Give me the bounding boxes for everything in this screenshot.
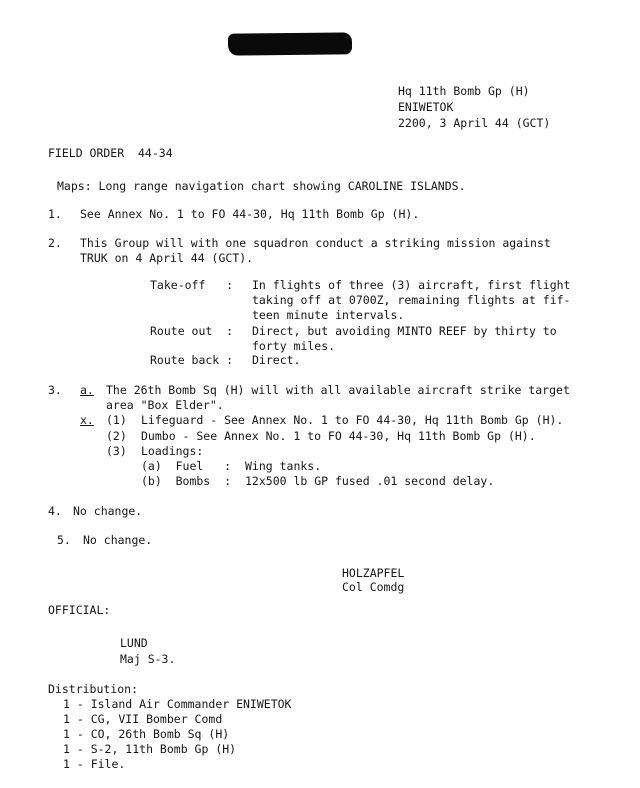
item3-number: (3) (106, 444, 127, 458)
para3-x-label: x. (80, 413, 94, 427)
para4-text: No change. (73, 504, 143, 518)
official-rank: Maj S-3. (120, 652, 176, 666)
signature-name: HOLZAPFEL (342, 566, 405, 580)
routeout-line2: forty miles. (252, 339, 336, 353)
signature-rank: Col Comdg (342, 580, 405, 594)
para3-a-line2: area "Box Elder". (106, 398, 224, 412)
para1-text: See Annex No. 1 to FO 44-30, Hq 11th Bomb Gp (H). (80, 207, 420, 221)
item2-number: (2) (106, 429, 127, 443)
official-name: LUND (120, 636, 148, 650)
official-label: OFFICIAL: (48, 603, 111, 617)
routeout-line1: Direct, but avoiding MINTO REEF by thirty to (252, 324, 557, 338)
distribution-item: 1 - CG, VII Bomber Comd (63, 712, 223, 726)
distribution-label: Distribution: (48, 682, 139, 696)
distribution-item: 1 - CO, 26th Bomb Sq (H) (63, 727, 230, 741)
item1-number: (1) (106, 413, 127, 427)
redaction-bar (228, 32, 352, 55)
routeback-label: Route back : (150, 353, 234, 367)
para2-line1: This Group will with one squadron conduct a striking mission against (80, 236, 551, 250)
item2-text: Dumbo - See Annex No. 1 to FO 44-30, Hq 11th Bomb Gp (H). (141, 429, 536, 443)
para2-number: 2. (48, 236, 62, 250)
fuel-label: (a) Fuel : (141, 459, 232, 473)
para2-line2: TRUK on 4 April 44 (GCT). (80, 251, 254, 265)
para3-number: 3. (48, 383, 62, 397)
item3-text: Loadings: (141, 444, 204, 458)
distribution-item: 1 - Island Air Commander ENIWETOK (63, 697, 292, 711)
para3-a-label: a. (80, 383, 94, 397)
header-unit: Hq 11th Bomb Gp (H) (398, 84, 530, 98)
distribution-item: 1 - File. (63, 757, 126, 771)
para5-text: No change. (83, 533, 153, 547)
takeoff-line1: In flights of three (3) aircraft, first flight (252, 278, 571, 292)
item1-text: Lifeguard - See Annex No. 1 to FO 44-30, Hq 11th Bomb Gp (H). (141, 413, 564, 427)
para1-number: 1. (48, 207, 62, 221)
para5-number: 5. (57, 533, 71, 547)
header-datetime: 2200, 3 April 44 (GCT) (398, 116, 551, 130)
routeback-text: Direct. (252, 353, 301, 367)
header-location: ENIWETOK (398, 100, 454, 114)
distribution-item: 1 - S-2, 11th Bomb Gp (H) (63, 742, 237, 756)
takeoff-label: Take-off : (150, 278, 234, 292)
bombs-label: (b) Bombs : (141, 474, 232, 488)
takeoff-line3: teen minute intervals. (252, 308, 405, 322)
fuel-text: Wing tanks. (245, 459, 322, 473)
takeoff-line2: taking off at 0700Z, remaining flights at fif- (252, 293, 571, 307)
routeout-label: Route out : (150, 324, 234, 338)
order-title: FIELD ORDER 44-34 (48, 146, 173, 160)
para4-number: 4. (48, 504, 62, 518)
bombs-text: 12x500 lb GP fused .01 second delay. (245, 474, 495, 488)
para3-a-line1: The 26th Bomb Sq (H) will with all available aircraft strike target (106, 383, 570, 397)
maps-line: Maps: Long range navigation chart showing CAROLINE ISLANDS. (57, 179, 466, 193)
